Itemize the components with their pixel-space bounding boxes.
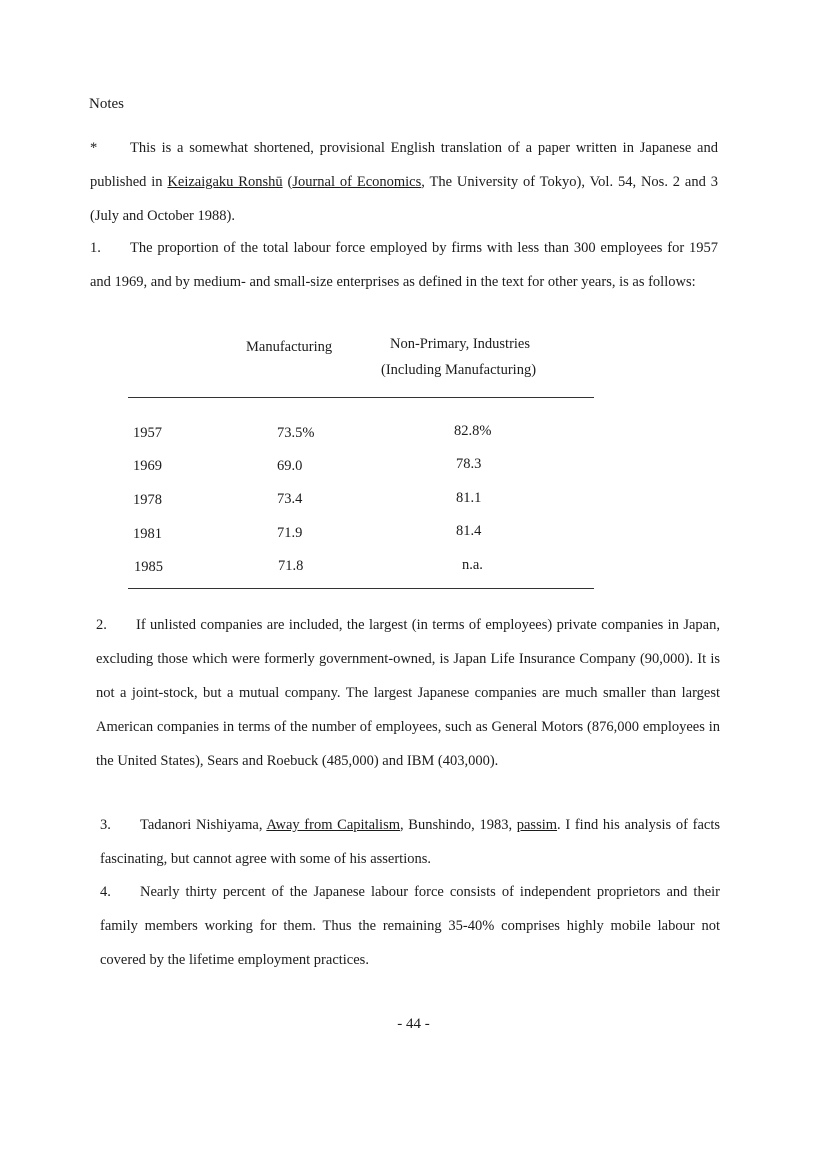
page-number: - 44 -	[397, 1016, 430, 1032]
note-3-text-3: . I find his analysis of facts fascinating, but cannot agree with some of his assertions.	[100, 817, 720, 867]
table-cell-non-primary: n.a.	[462, 557, 483, 573]
note-3-marker: 3.	[100, 817, 111, 833]
table-top-rule	[128, 397, 594, 398]
table-cell-year: 1985	[134, 559, 163, 575]
note-1-text: The proportion of the total labour force employed by firms with less than 300 employees for 1957 and 1969, and by medium- and small-size enterprises as defined in the text for other years, is as follows:	[90, 240, 718, 290]
note-star	[90, 131, 718, 233]
note-star-marker: *	[90, 140, 98, 156]
table-cell-non-primary: 81.4	[456, 523, 482, 539]
table-cell-manufacturing: 69.0	[277, 458, 303, 474]
table-bottom-rule	[128, 588, 594, 589]
book-title: Away from Capitalism	[266, 817, 400, 833]
note-1	[90, 231, 718, 299]
note-4-text: Nearly thirty percent of the Japanese labour force consists of independent proprietors and their family members working for them. Thus the remaining 35-40% comprises highly mobile labour not covered by the lifetime employment practices.	[100, 884, 720, 968]
note-2-text: If unlisted companies are included, the largest (in terms of employees) private companies in Japan, excluding those which were formerly government-owned, is Japan Life Insurance Company (90,000). It is not a joint-stock, but a mutual company. The largest Japanese companies are much smaller than largest American companies in terms of the number of employees, such as General Motors (876,000 employees in the United States), Sears and Roebuck (485,000) and IBM (403,000).	[96, 617, 720, 769]
note-1-marker: 1.	[90, 240, 101, 256]
notes-heading: Notes	[89, 96, 124, 112]
table-cell-manufacturing: 71.9	[277, 525, 303, 541]
table-cell-manufacturing: 73.5%	[277, 425, 315, 441]
table-header-non-primary-line1: Non-Primary, Industries	[390, 336, 531, 352]
table-cell-non-primary: 81.1	[456, 490, 482, 506]
table-cell-year: 1978	[133, 492, 162, 508]
note-3-text-1: Tadanori Nishiyama,	[140, 817, 267, 833]
note-3	[100, 808, 720, 876]
table-header-non-primary-line2: (Including Manufacturing)	[381, 362, 537, 378]
table-cell-year: 1981	[133, 526, 162, 542]
table-cell-manufacturing: 73.4	[277, 491, 303, 507]
note-4	[100, 875, 720, 977]
table-cell-year: 1957	[133, 425, 162, 441]
note-2	[96, 608, 720, 778]
passim-term: passim	[516, 817, 558, 833]
journal-english-title: Journal of Economics	[292, 174, 422, 190]
note-2-marker: 2.	[96, 617, 107, 633]
table-cell-non-primary: 78.3	[456, 456, 482, 472]
note-star-text-1: This is a somewhat shortened, provisional English translation of a paper written in Japanese and published in	[90, 140, 718, 190]
table-cell-manufacturing: 71.8	[278, 558, 304, 574]
table-cell-year: 1969	[133, 458, 162, 474]
journal-japanese-title: Keizaigaku Ronshū	[167, 174, 283, 190]
table-header-manufacturing: Manufacturing	[246, 339, 333, 355]
note-star-text-2: (	[282, 174, 293, 190]
note-3-text-2: , Bunshindo, 1983,	[400, 817, 517, 833]
note-star-text-3: , The University of Tokyo), Vol. 54, Nos. 2 and 3 (July and October 1988).	[90, 174, 718, 224]
note-4-marker: 4.	[100, 884, 111, 900]
table-cell-non-primary: 82.8%	[454, 423, 492, 439]
